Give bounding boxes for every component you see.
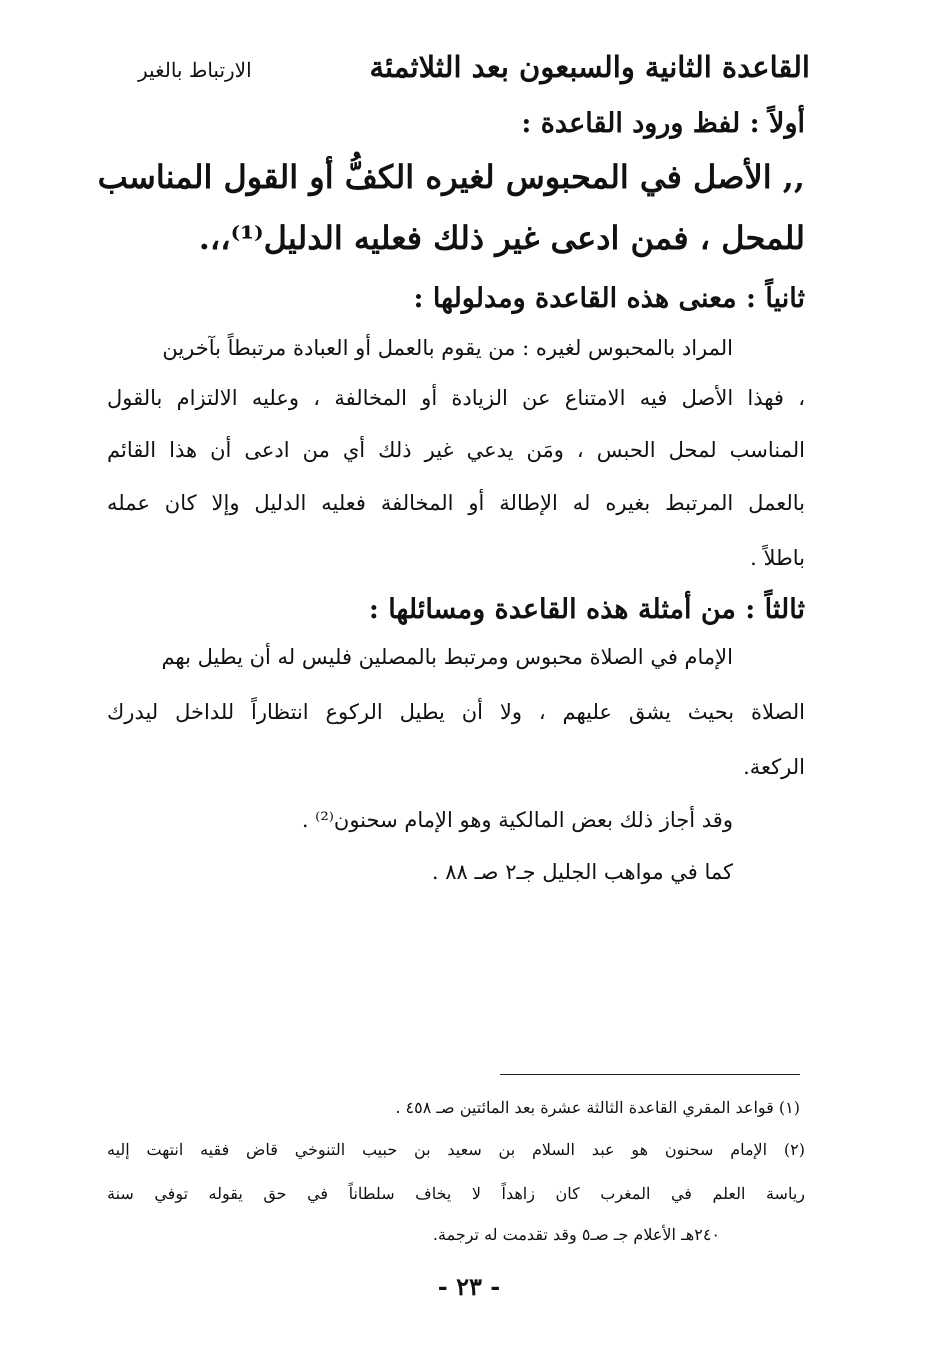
section-heading-second: ثانياً : معنى هذه القاعدة ومدلولها : (413, 283, 805, 314)
rule-text-line-1: ,, الأصل في المحبوس لغيره الكفُّ أو القول المناسب (97, 158, 805, 196)
page-header-topic: الارتباط بالغير (138, 58, 252, 82)
page-number: - ٢٣ - (437, 1272, 501, 1301)
extra-line-1: وقد أجاز ذلك بعض المالكية وهو الإمام سحنون⁽²⁾ . (301, 808, 733, 832)
example-line-2: الصلاة بحيث يشق عليهم ، ولا أن يطيل الركوع انتظاراً للداخل ليدرك (107, 700, 805, 724)
meaning-line-4: بالعمل المرتبط بغيره له الإطالة أو المخالفة فعليه الدليل وإلا كان عمله (107, 491, 805, 515)
footnote-separator (500, 1074, 800, 1075)
section-heading-first: أولاً : لفظ ورود القاعدة : (521, 108, 805, 139)
footnote-2-line-1: (٢) الإمام سحنون هو عبد السلام بن سعيد بن حبيب التنوخي قاض فقيه انتهت إليه (107, 1140, 805, 1159)
meaning-line-1: المراد بالمحبوس لغيره : من يقوم بالعمل أو العبادة مرتبطاً بآخرين (162, 336, 733, 360)
meaning-line-3: المناسب لمحل الحبس ، ومَن يدعي غير ذلك أي من ادعى أن هذا القائم (107, 438, 805, 462)
section-heading-third: ثالثاً : من أمثلة هذه القاعدة ومسائلها : (368, 594, 805, 625)
footnote-2-line-2: رياسة العلم في المغرب كان زاهداً لا يخاف سلطاناً في حق يقوله توفي سنة (107, 1184, 805, 1203)
example-line-1: الإمام في الصلاة محبوس ومرتبط بالمصلين فليس له أن يطيل بهم (161, 645, 733, 669)
page-header-title: القاعدة الثانية والسبعون بعد الثلاثمئة (369, 50, 810, 84)
rule-text-line-2: للمحل ، فمن ادعى غير ذلك فعليه الدليل⁽¹⁾،،. (198, 219, 805, 257)
meaning-line-5: باطلاً . (750, 546, 805, 570)
footnote-2-line-3: ٢٤٠هـ الأعلام جـ صـ٥ وقد تقدمت له ترجمة. (432, 1225, 720, 1244)
meaning-line-2: ، فهذا الأصل فيه الامتناع عن الزيادة أو المخالفة ، وعليه الالتزام بالقول (107, 386, 805, 410)
extra-line-2: كما في مواهب الجليل جـ٢ صـ ٨٨ . (431, 860, 733, 884)
example-line-3: الركعة. (743, 755, 805, 779)
footnote-1: (١) قواعد المقري القاعدة الثالثة عشرة بعد المائتين صـ ٤٥٨ . (395, 1098, 800, 1117)
